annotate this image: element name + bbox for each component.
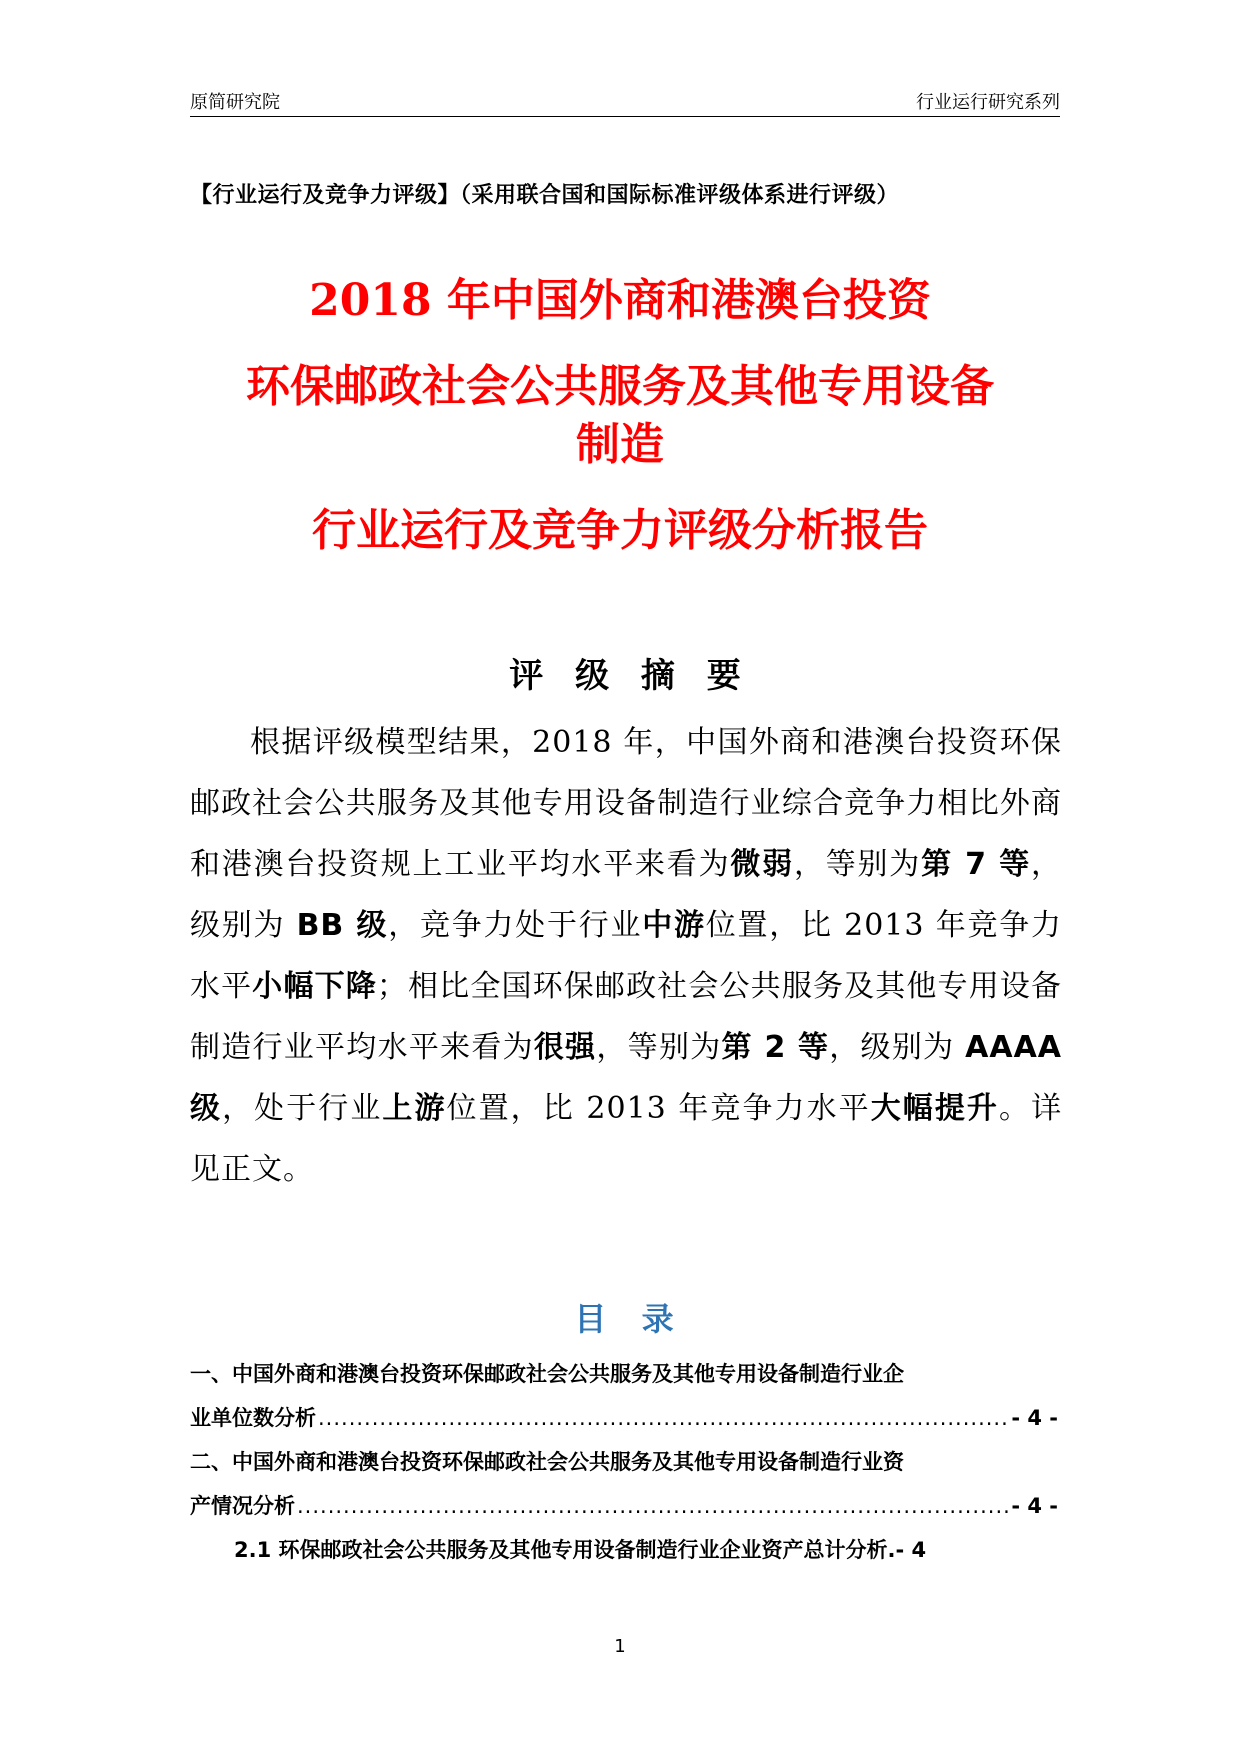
header-series: 行业运行研究系列 (916, 92, 1060, 113)
summary-text: 位置，比 2013 年竞争力水平 (446, 1091, 871, 1126)
toc-sub-entry-page: - 4 (895, 1538, 927, 1562)
toc-sub-entry-dot: . (887, 1538, 896, 1562)
toc-entry[interactable] (190, 1440, 1058, 1528)
summary-emphasis: 第 7 等 (921, 847, 1032, 882)
summary-emphasis: 很强 (533, 1030, 597, 1065)
summary-text: ，处于行业 (222, 1091, 383, 1126)
toc-heading: 目 录 (574, 1300, 686, 1338)
summary-text: ，级别为 (190, 847, 1063, 943)
toc-sub-entry[interactable] (190, 1528, 1058, 1572)
summary-text: ，等别为 (596, 1030, 722, 1065)
summary-text: 位置，比 2013 年竞争力水平 (190, 908, 1063, 1004)
title-line-4: 行业运行及竞争力评级分析报告 (312, 505, 928, 556)
summary-emphasis: 上游 (382, 1091, 447, 1126)
summary-heading: 评 级 摘 要 (509, 656, 751, 696)
report-title (150, 272, 1090, 560)
toc-entry-page: - 4 - (1011, 1406, 1058, 1430)
summary-emphasis: 第 2 等 (721, 1030, 830, 1065)
toc-entry-title-cont: 产情况分析 (190, 1494, 295, 1518)
summary-text: 根据评级模型结果，2018 年，中国外商和港澳台投资环保邮政社会公共服务及其他专用设备制造行业综合竞争力相比外商和港澳台投资规上工业平均水平来看为 (190, 725, 1062, 882)
title-line-2: 环保邮政社会公共服务及其他专用设备 (246, 361, 994, 412)
toc-sub-entry-title: 2.1 环保邮政社会公共服务及其他专用设备制造行业企业资产总计分析 (234, 1538, 888, 1562)
header-org: 原简研究院 (190, 92, 280, 113)
toc-entry[interactable] (190, 1352, 1058, 1440)
summary-emphasis: 大幅提升 (870, 1091, 999, 1126)
summary-emphasis: AAAA 级 (190, 1030, 1063, 1126)
toc-leader-dots (297, 1484, 1009, 1528)
toc-entry-title: 二、中国外商和港澳台投资环保邮政社会公共服务及其他专用设备制造行业资 (190, 1450, 904, 1474)
summary-text: 。详见正文。 (190, 1091, 1063, 1187)
summary-text: ；相比全国环保邮政社会公共服务及其他专用设备制造行业平均水平来看为 (190, 969, 1063, 1065)
summary-text: ，等别为 (793, 847, 922, 882)
table-of-contents (190, 1352, 1058, 1572)
summary-paragraph (190, 712, 1062, 1200)
running-header (190, 82, 1060, 117)
toc-leader-dots (318, 1396, 1009, 1440)
summary-emphasis: 微弱 (730, 847, 794, 882)
summary-emphasis: BB 级 (296, 908, 389, 943)
rating-subtitle: 【行业运行及竞争力评级】（采用联合国和国际标准评级体系进行评级） (190, 183, 900, 208)
toc-entry-title: 一、中国外商和港澳台投资环保邮政社会公共服务及其他专用设备制造行业企 (190, 1362, 904, 1386)
toc-entry-page: - 4 - (1011, 1494, 1058, 1518)
toc-entry-title-cont: 业单位数分析 (190, 1406, 316, 1430)
summary-text: ，竞争力处于行业 (388, 908, 643, 943)
summary-emphasis: 中游 (642, 908, 706, 943)
page-number: 1 (614, 1636, 626, 1657)
summary-emphasis: 小幅下降 (252, 969, 377, 1004)
title-line-1: 2018 年中国外商和港澳台投资 (309, 275, 931, 326)
summary-text: ，级别为 (829, 1030, 966, 1065)
title-line-3: 制造 (576, 419, 664, 470)
